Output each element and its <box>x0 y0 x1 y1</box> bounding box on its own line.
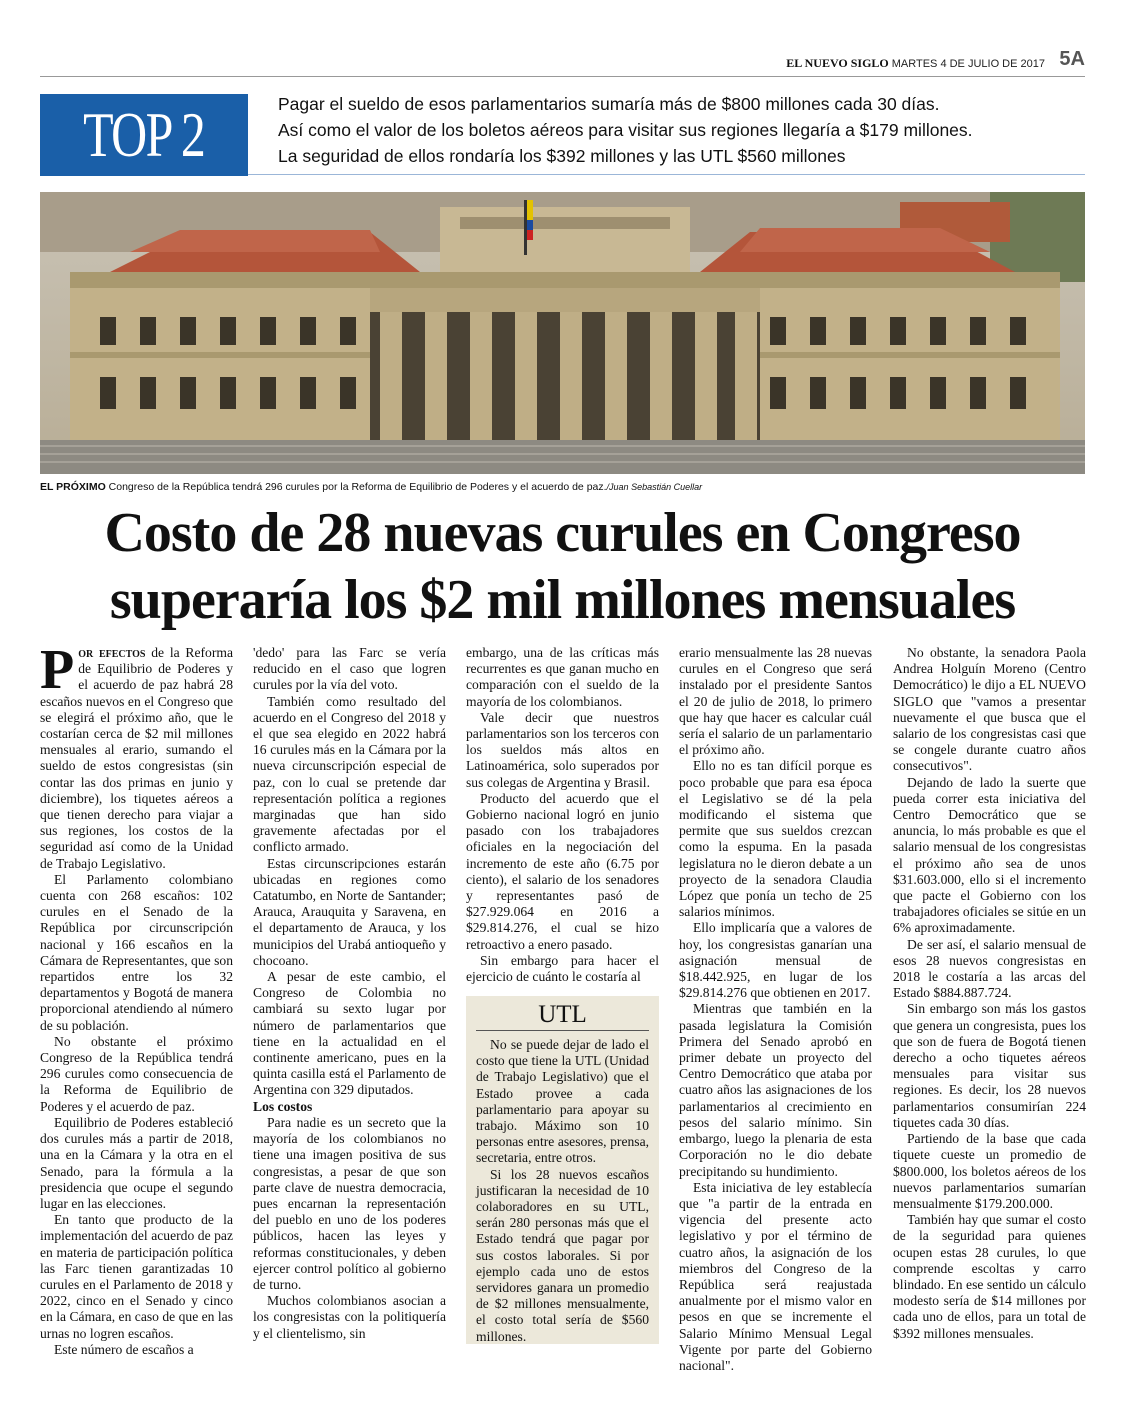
masthead <box>40 48 1085 77</box>
headline-line: superaría los $2 mil millones mensuales <box>109 569 1016 631</box>
section-subhead: Los costos <box>253 1098 313 1114</box>
article-paragraph: También hay que sumar el costo de la seguridad para quienes ocupen estas 28 curules, lo que comprende escoltas y carro blindado. En ese sentido un cálculo modesto sería de $14 millones por cada uno de ellos, para un total de $392 millones mensuales. <box>893 1212 1086 1341</box>
masthead-info <box>786 56 1045 71</box>
article-column-5 <box>893 645 1086 1342</box>
photo-caption <box>40 481 1085 493</box>
article-column-2 <box>253 645 446 1342</box>
page-number: 5A <box>1059 48 1085 70</box>
capitol-illustration <box>40 192 1085 474</box>
article-paragraph: Producto del acuerdo que el Gobierno nacional logró en junio pasado con los trabajadores oficiales en la negociación del incremento de este año (6.75 por ciento), el salario de los senadores y representantes pasó de $27.929.064 en 2016 a $29.814.276, el cual se hizo retroactivo a enero pasado. <box>466 790 659 952</box>
issue-date: MARTES 4 DE JULIO DE 2017 <box>891 58 1045 70</box>
article-column-1 <box>40 639 233 1358</box>
article-paragraph: Ello implicaría que a valores de hoy, los congresistas ganarían una asignación mensual de $18.442.925, en lugar de los $29.814.276 que obtienen en 2017. <box>679 920 872 1001</box>
article-paragraph: Por efectos de la Reforma de Equilibrio de Poderes y el acuerdo de paz habrá 28 escaños nuevos en el Congreso que se elegirá el próximo año, que le costarían cerca de $2 mil millones mensuales al erario, sumando el sueldo de estos congresistas (sin contar las dos primas en junio y diciembre), los tiquetes aéreos a que tienen derecho para viajar a sus regiones, los costos de la seguridad así como de la Unidad de Trabajo Legislativo. <box>40 639 233 871</box>
article-paragraph: Sin embargo son más los gastos que genera un congresista, pues los que son de fuera de Bogotá tienen derecho a ocho tiquetes aéreos mensuales para visitar sus regiones. Es decir, los 28 nuevos parlamentarios consumirían 224 tiquetes cada 30 días. <box>893 1001 1086 1130</box>
sidebar-paragraph: Si los 28 nuevos escaños justificaran la necesidad de 10 colaboradores en su UTL, serán 280 personas más que el Estado tendrá que pagar por sus costos laborales. Si por ejemplo cada uno de estos servidores ganara un promedio de $2 millones mensualmente, el costo total sería de $560 millones. <box>476 1166 649 1344</box>
utl-sidebar <box>466 996 659 1344</box>
article-paragraph: Partiendo de la base que cada tiquete cueste un promedio de $800.000, los boletos aéreos de los nuevos parlamentarios sumarían mensualmente $179.200.000. <box>893 1131 1086 1211</box>
article-paragraph: Vale decir que nuestros parlamentarios son los terceros con los sueldos más altos en Latinoamérica, solo superados por sus colegas de Argentina y Brasil. <box>466 709 659 790</box>
article-paragraph: De ser así, el salario mensual de esos 28 nuevos congresistas en 2018 le costaría a las arcas del Estado $884.887.724. <box>893 936 1086 1001</box>
article-paragraph: No obstante, la senadora Paola Andrea Holguín Moreno (Centro Democrático) le dijo a EL NUEVO SIGLO que "vamos a presentar nuevamente el que busca que el salario de los congresistas casi que se congele durante cuatro años consecutivos". <box>893 645 1086 774</box>
congress-building-photo <box>40 192 1085 474</box>
article-column-4 <box>679 645 872 1374</box>
headline <box>40 500 1085 634</box>
headline-line: Costo de 28 nuevas curules en Congreso <box>104 502 1021 564</box>
top2-line: La seguridad de ellos rondaría los $392 millones y las UTL $560 millones <box>278 146 846 166</box>
article-paragraph: Mientras que también en la pasada legislatura la Comisión Primera del Senado aprobó en primer debate un proyecto del Centro Democrático que ataba por cuatro años las asignaciones de los parlamentarios al crecimiento en pesos del salario mínimo. Sin embargo, luego la plenaria de esta Corporación no le dio debate precipitando su hundimiento. <box>679 1001 872 1179</box>
caption-text: Congreso de la República tendrá 296 curules por la Reforma de Equilibrio de Poderes y el acuerdo de paz. <box>108 481 607 493</box>
article-column-3 <box>466 645 659 985</box>
lead-in: or efectos <box>78 645 146 660</box>
article-paragraph: Equilibrio de Poderes estableció dos curules más a partir de 2018, una en la Cámara y la otra en el Senado, para la fórmula a la presidencia que ocupe el segundo lugar en las elecciones. <box>40 1114 233 1211</box>
article-paragraph: El Parlamento colombiano cuenta con 268 escaños: 102 curules en el Senado de la República por circunscripción nacional y 166 escaños en la Cámara de Representantes, que son repartidos entre los 32 departamentos y Bogotá de manera proporcional atendiendo al número de su población. <box>40 871 233 1033</box>
article-paragraph: Sin embargo para hacer el ejercicio de cuánto le costaría al <box>466 952 659 985</box>
caption-lead: EL PRÓXIMO <box>40 481 106 493</box>
top2-divider <box>248 174 1085 175</box>
article-paragraph: Muchos colombianos asocian a los congresistas con la politiquería y el clientelismo, sin <box>253 1293 446 1341</box>
article-paragraph: Este número de escaños a <box>54 1341 194 1357</box>
article-paragraph: Para nadie es un secreto que la mayoría de los colombianos no tiene una imagen positiva de sus congresistas, a pesar de que son parte clave de nuestra democracia, pues encarnan la representación del pueblo en uno de los poderes públicos, hacen las leyes y reformas constitucionales, y deben ejercer control político al gobierno de turno. <box>253 1114 446 1292</box>
top2-line: Pagar el sueldo de esos parlamentarios sumaría más de $800 millones cada 30 días. <box>278 94 940 114</box>
article-paragraph: embargo, una de las críticas más recurrentes es que ganan mucho en comparación con el sueldo de la mayoría de los colombianos. <box>466 645 659 709</box>
photo-credit: /Juan Sebastián Cuellar <box>606 482 703 492</box>
drop-cap: P <box>40 639 75 701</box>
article-paragraph: No obstante el próximo Congreso de la República tendrá 296 curules como consecuencia de la Reforma de Equilibrio de Poderes y el acuerdo de paz. <box>40 1033 233 1114</box>
article-paragraph: Estas circunscripciones estarán ubicadas en regiones como Catatumbo, en Norte de Santander; Arauca, Arauquita y Saravena, en el departamento de Arauca, y los municipios del Urabá antioqueño y chocoano. <box>253 855 446 968</box>
article-paragraph: erario mensualmente las 28 nuevas curules en el Congreso que será instalado por el presidente Santos el 20 de julio de 2018, lo primero que hay que hacer es calcular cuál sería el salario de un parlamentario el próximo año. <box>679 645 872 758</box>
article-paragraph: Esta iniciativa de ley establecía que "a partir de la entrada en vigencia del presente acto legislativo y por el término de cuatro años, la asignación de los miembros del Congreso de la República será reajustada anualmente por el mismo valor en pesos en que se incremente el Salario Mínimo Mensual Legal Vigente por parte del Gobierno nacional". <box>679 1179 872 1373</box>
article-paragraph: A pesar de este cambio, el Congreso de Colombia no cambiará su sexto lugar por número de parlamentarios que tiene en la actualidad en el continente americano, pues en la quinta casilla está el Parlamento de Argentina con 329 diputados. <box>253 969 446 1098</box>
article-paragraph: También como resultado del acuerdo en el Congreso del 2018 y el que sea elegido en 2022 habrá 16 curules más en la Cámara por la nueva circunscripción especial de paz, con lo cual se pretende dar representación política a regiones marginadas que han sido gravemente afectadas por el conflicto armado. <box>253 693 446 855</box>
sidebar-title: UTL <box>476 1000 649 1031</box>
paper-name: EL NUEVO SIGLO <box>786 56 889 70</box>
top2-badge: TOP 2 <box>40 94 248 176</box>
top2-summary <box>278 91 1088 169</box>
article-paragraph: En tanto que producto de la implementación del acuerdo de paz en materia de participación política las Farc tienen garantizadas 10 curules en el Parlamento de 2018 y 2022, cinco en el Senado y cinco en la Cámara, en caso de que en las urnas no logren escaños. <box>40 1212 233 1341</box>
sidebar-paragraph: No se puede dejar de lado el costo que tiene la UTL (Unidad de Trabajo Legislativo) que el Estado provee a cada parlamentario para apoyar su trabajo. Máximo son 10 personas entre asesores, prensa, secretaria, entre otros. <box>476 1037 649 1166</box>
article-paragraph: Ello no es tan difícil porque es poco probable que para esa época el Legislativo se dé la pela modificando el sistema que permite que sus sueldos crezcan como la espuma. En la pasada legislatura no le dieron debate a un proyecto de la senadora Claudia López que ponía un techo de 25 salarios mínimos. <box>679 758 872 920</box>
article-paragraph: 'dedo' para las Farc se vería reducido en el caso que logren curules por la vía del voto. <box>253 645 446 693</box>
article-paragraph: Dejando de lado la suerte que pueda correr esta iniciativa del Centro Democrático que se anuncia, lo más probable es que el salario mensual de los congresistas el próximo año sea de unos $31.603.000, ello si el incremento que pacte el Gobierno con los trabajadores oficiales se sitúe en un 6% aproximadamente. <box>893 774 1086 936</box>
top2-line: Así como el valor de los boletos aéreos para visitar sus regiones llegaría a $179 millones. <box>278 120 973 140</box>
